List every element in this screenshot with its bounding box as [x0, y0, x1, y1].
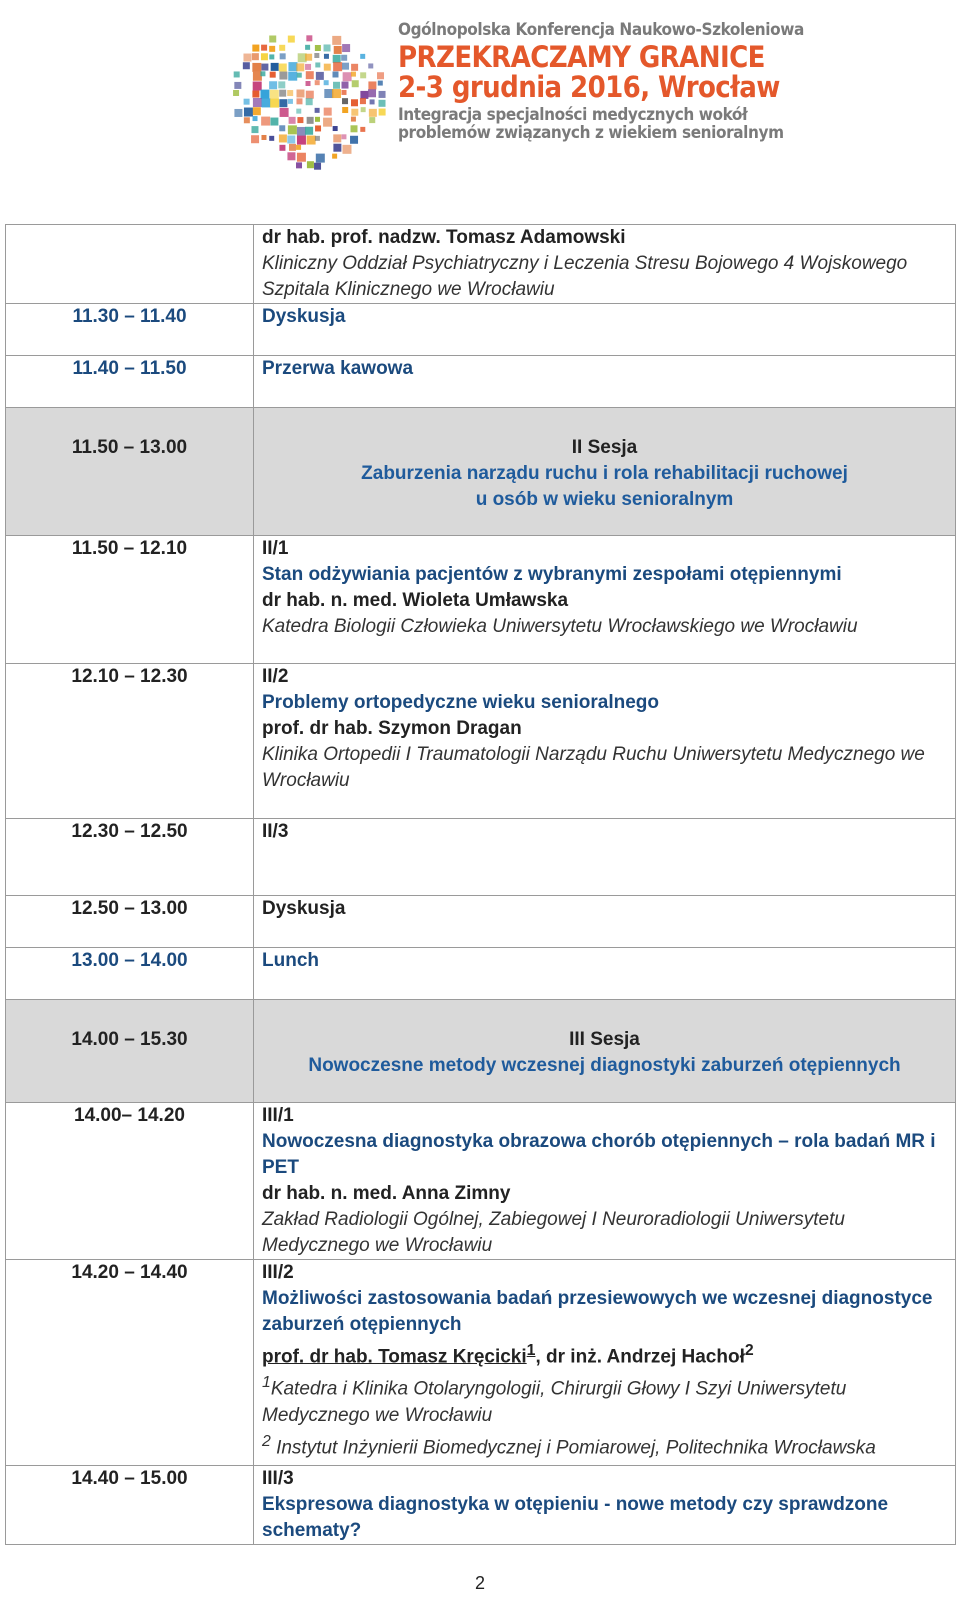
mosaic-tile [297, 73, 302, 78]
mosaic-tile [279, 64, 287, 72]
time-cell: 12.30 – 12.50 [6, 819, 254, 896]
mosaic-tile [287, 152, 295, 160]
mosaic-tile [342, 98, 348, 104]
mosaic-tile [333, 126, 338, 131]
speaker-superscript: 2 [744, 1342, 754, 1359]
mosaic-tile [360, 72, 366, 78]
time-cell: 12.50 – 13.00 [6, 896, 254, 948]
mosaic-tile [342, 44, 350, 52]
mosaic-tile [233, 90, 239, 96]
speaker-name: Wioleta Umławska [402, 590, 569, 611]
agenda-row [6, 819, 956, 896]
mosaic-tile [253, 107, 261, 115]
affiliation [262, 1429, 947, 1461]
mosaic-tile [296, 109, 301, 114]
mosaic-tile [369, 117, 375, 123]
content-cell [254, 536, 956, 664]
logo-wordmark [398, 20, 804, 143]
mosaic-tile [261, 135, 266, 140]
mosaic-tile [280, 53, 286, 59]
mosaic-tile [261, 64, 268, 71]
mosaic-tile [289, 117, 296, 124]
mosaic-tile [269, 46, 275, 52]
time-cell: 14.40 – 15.00 [6, 1466, 254, 1545]
content-cell [254, 1103, 956, 1260]
mosaic-tile [288, 125, 297, 134]
mosaic-tile [333, 134, 341, 142]
mosaic-tile [334, 46, 342, 54]
mosaic-tile [360, 127, 365, 132]
logo-line-1: Ogólnopolska Konferencja Naukowo-Szkoleniowa [398, 20, 804, 40]
mosaic-tile [296, 162, 302, 168]
mosaic-tile [287, 90, 293, 96]
mosaic-tile [253, 98, 262, 107]
mosaic-tile [251, 126, 258, 133]
mosaic-tile [288, 62, 297, 71]
mosaic-tile [270, 118, 278, 126]
time-cell: 14.00 – 15.30 [6, 1000, 254, 1103]
mosaic-tile [368, 89, 376, 97]
session-topic: Zaburzenia narządu ruchu i rola rehabilitacji ruchowej [361, 463, 848, 484]
time-cell: 11.50 – 13.00 [6, 408, 254, 536]
mosaic-tile [370, 99, 375, 104]
agenda-row [6, 948, 956, 1000]
mosaic-tile [315, 117, 320, 122]
agenda-row [6, 896, 956, 948]
mosaic-tile [360, 98, 366, 104]
discussion-label: Dyskusja [254, 896, 956, 948]
time-cell: 13.00 – 14.00 [6, 948, 254, 1000]
talk-code: III/3 [262, 1468, 294, 1489]
affiliation: Klinika Ortopedii I Traumatologii Narządu Ruchu Uniwersytetu Medycznego we Wrocławiu [262, 744, 925, 791]
agenda-table [5, 224, 956, 1545]
mosaic-tile [252, 63, 261, 72]
mosaic-tile [315, 62, 320, 67]
mosaic-tile [269, 136, 274, 141]
mosaic-tile [252, 91, 259, 98]
content-cell [254, 1260, 956, 1466]
mosaic-tile [297, 136, 306, 145]
mosaic-tile [296, 89, 304, 97]
agenda-row [6, 356, 956, 408]
mosaic-tile [324, 54, 329, 59]
mosaic-tile [368, 81, 376, 89]
mosaic-tile [296, 145, 301, 150]
mosaic-tile [297, 117, 303, 123]
agenda-row [6, 225, 956, 304]
mosaic-tile [333, 144, 341, 152]
mosaic-tile [315, 136, 320, 141]
speakers [262, 1338, 947, 1370]
mosaic-tile [333, 82, 340, 89]
talk-title: Ekspresowa diagnostyka w otępieniu - nowe metody czy sprawdzone schematy? [262, 1494, 889, 1541]
time-cell: 11.30 – 11.40 [6, 304, 254, 356]
mosaic-tile [279, 125, 285, 131]
mosaic-tile [306, 35, 312, 41]
talk-code: II/3 [262, 821, 289, 842]
mosaic-tile [332, 89, 341, 98]
mosaic-head-logo [218, 20, 388, 170]
mosaic-tile [379, 91, 386, 98]
mosaic-tile [269, 35, 276, 42]
time-cell: 14.20 – 14.40 [6, 1260, 254, 1466]
time-cell [6, 225, 254, 304]
agenda-row [6, 664, 956, 819]
talk-title: Stan odżywiania pacjentów z wybranymi zespołami otępiennymi [262, 564, 842, 585]
mosaic-tile [306, 81, 311, 86]
mosaic-tile [351, 99, 358, 106]
mosaic-tile [306, 71, 314, 79]
affiliation: Zakład Radiologii Ogólnej, Zabiegowej I Neuroradiologii Uniwersytetu Medycznego we Wrocławiu [262, 1209, 845, 1256]
time-cell: 11.40 – 11.50 [6, 356, 254, 408]
session-row [6, 408, 956, 536]
mosaic-tile [306, 91, 314, 99]
mosaic-tile [315, 125, 321, 131]
mosaic-tile [270, 90, 279, 99]
agenda-row [6, 1103, 956, 1260]
mosaic-tile [351, 64, 358, 71]
mosaic-tile [341, 55, 347, 61]
speaker [262, 588, 947, 614]
mosaic-tile [278, 81, 285, 88]
mosaic-tile [288, 36, 295, 43]
mosaic-tile [324, 64, 331, 71]
mosaic-tile [252, 53, 259, 60]
mosaic-tile [316, 72, 324, 80]
mosaic-tile [342, 63, 349, 70]
mosaic-tile [305, 54, 312, 61]
mosaic-tile [350, 125, 357, 132]
mosaic-tile [378, 81, 383, 86]
speaker-prefix: dr hab. n. med. [262, 1183, 398, 1204]
speaker-name: Szymon Dragan [378, 718, 522, 739]
mosaic-tile [262, 98, 271, 107]
session-cell [254, 1000, 956, 1103]
page-number: 2 [474, 1573, 485, 1593]
speaker: dr hab. prof. nadzw. Tomasz Adamowski [262, 227, 626, 248]
mosaic-tile [352, 80, 359, 87]
mosaic-tile [361, 107, 366, 112]
mosaic-tile [323, 118, 332, 127]
mosaic-tile [297, 153, 306, 162]
mosaic-tile [261, 53, 268, 60]
agenda-row [6, 1466, 956, 1545]
mosaic-tile [279, 90, 286, 97]
speaker-prefix: dr hab. n. med. [262, 590, 398, 611]
mosaic-tile [307, 117, 314, 124]
mosaic-tile [279, 45, 285, 51]
talk-title: Możliwości zastosowania badań przesiewowych we wczesnej diagnostyce zaburzeń otępiennych [262, 1288, 933, 1335]
mosaic-tile [333, 55, 341, 63]
session-row [6, 1000, 956, 1103]
mosaic-tile [260, 71, 265, 76]
mosaic-tile [351, 109, 358, 116]
content-cell [254, 1466, 956, 1545]
mosaic-tile [234, 82, 241, 89]
mosaic-tile [379, 109, 386, 116]
mosaic-tile [351, 72, 356, 77]
mosaic-tile [369, 109, 377, 117]
time-cell: 11.50 – 12.10 [6, 536, 254, 664]
mosaic-tile [270, 72, 276, 78]
mosaic-tile [234, 109, 242, 117]
mosaic-tile [343, 72, 352, 81]
mosaic-tile [307, 161, 314, 168]
mosaic-tile [342, 82, 349, 89]
mosaic-tile [234, 71, 240, 77]
affiliation-text: Katedra i Klinika Otolaryngologii, Chirurgii Głowy I Szyi Uniwersytetu Medycznego we Wrocławiu [262, 1378, 847, 1426]
speaker-name: prof. dr hab. Tomasz Kręcicki [262, 1346, 527, 1368]
mosaic-tile [315, 80, 320, 85]
mosaic-tile [269, 81, 277, 89]
time-cell: 14.00– 14.20 [6, 1103, 254, 1260]
session-cell [254, 408, 956, 536]
speaker-superscript: 1 [526, 1342, 536, 1359]
mosaic-tile [289, 144, 296, 151]
affiliation [262, 1370, 947, 1428]
mosaic-tile [280, 108, 289, 117]
mosaic-tile [314, 53, 319, 58]
mosaic-tile [350, 136, 358, 144]
time-cell: 12.10 – 12.30 [6, 664, 254, 819]
mosaic-tile [379, 100, 386, 107]
mosaic-tile [315, 45, 321, 51]
mosaic-tile [351, 117, 356, 122]
mosaic-tile [243, 54, 251, 62]
mosaic-tile [269, 54, 274, 59]
mosaic-tile [253, 82, 262, 91]
mosaic-tile [260, 90, 269, 99]
speaker [262, 716, 947, 742]
mosaic-tile [251, 135, 259, 143]
speaker-name: dr inż. Andrzej Hachoł [540, 1346, 745, 1368]
mosaic-tile [341, 134, 346, 139]
speaker-name: Anna Zimny [401, 1183, 511, 1204]
speaker-prefix: prof. dr hab. [262, 718, 373, 739]
logo-line-4: Integracja specjalności medycznych wokół [398, 104, 748, 125]
content-cell [254, 819, 956, 896]
mosaic-tile [305, 64, 311, 70]
discussion-label: Dyskusja [254, 304, 956, 356]
mosaic-tile [314, 163, 321, 170]
mosaic-tile [315, 108, 320, 113]
mosaic-tile [324, 44, 331, 51]
mosaic-tile [342, 145, 351, 154]
mosaic-tile [296, 63, 304, 71]
content-cell [254, 664, 956, 819]
mosaic-tile [316, 154, 325, 163]
affiliation-number: 2 [262, 1432, 271, 1450]
talk-code: II/2 [262, 666, 289, 687]
speaker [262, 1181, 947, 1207]
mosaic-tile [287, 136, 295, 144]
session-title: III Sesja [569, 1029, 640, 1050]
speaker-separator: , [535, 1346, 541, 1368]
mosaic-tile [342, 107, 348, 113]
mosaic-tile [288, 99, 293, 104]
mosaic-tile [305, 127, 313, 135]
logo-line-3: 2-3 grudnia 2016, Wrocław [398, 70, 780, 105]
talk-code: II/1 [262, 538, 289, 559]
mosaic-tile [244, 99, 250, 105]
mosaic-tile [324, 80, 329, 85]
mosaic-tile [324, 89, 333, 98]
mosaic-tile [324, 108, 332, 116]
affiliation-text: Instytut Inżynierii Biomedycznej i Pomiarowej, Politechnika Wrocławska [270, 1436, 876, 1458]
mosaic-tile [296, 98, 302, 104]
mosaic-tile [252, 45, 259, 52]
affiliation-number: 1 [262, 1374, 271, 1392]
talk-title: Nowoczesna diagnostyka obrazowa chorób otępiennych – rola badań MR i PET [262, 1131, 936, 1178]
mosaic-tile [332, 71, 338, 77]
mosaic-tile [279, 72, 287, 80]
session-topic: u osób w wieku senioralnym [475, 489, 734, 510]
mosaic-tile [297, 127, 306, 136]
agenda-row [6, 1260, 956, 1466]
conference-header [0, 0, 960, 215]
mosaic-tile [279, 134, 287, 142]
mosaic-tile [306, 98, 313, 105]
mosaic-tile [244, 117, 250, 123]
mosaic-tile [307, 136, 316, 145]
mosaic-tile [377, 72, 384, 79]
mosaic-tile [244, 108, 253, 117]
mosaic-tile [342, 90, 347, 95]
content-cell [254, 225, 956, 304]
coffee-break-label: Przerwa kawowa [254, 356, 956, 408]
affiliation: Kliniczny Oddział Psychiatryczny i Leczenia Stresu Bojowego 4 Wojskowego Szpitala Klinicznego we Wrocławiu [262, 253, 908, 300]
affiliation: Katedra Biologii Człowieka Uniwersytetu Wrocławskiego we Wrocławiu [262, 616, 858, 637]
mosaic-tile [271, 63, 279, 71]
mosaic-tile [360, 91, 368, 99]
talk-code: III/1 [262, 1105, 294, 1126]
lunch-label: Lunch [254, 948, 956, 1000]
agenda-row [6, 536, 956, 664]
mosaic-tile [368, 63, 373, 68]
mosaic-tile [261, 117, 270, 126]
session-title: II Sesja [571, 437, 638, 458]
logo-line-2: PRZEKRACZAMY GRANICE [398, 39, 765, 74]
mosaic-tile [243, 62, 250, 69]
mosaic-tile [279, 145, 285, 151]
mosaic-tile [305, 45, 310, 50]
mosaic-tile [332, 36, 341, 45]
mosaic-tile [288, 72, 297, 81]
agenda-row [6, 304, 956, 356]
mosaic-tile [332, 154, 337, 159]
mosaic-tile [279, 99, 287, 107]
mosaic-tile [333, 62, 342, 71]
talk-title: Problemy ortopedyczne wieku senioralnego [262, 692, 659, 713]
session-topic: Nowoczesne metody wczesnej diagnostyki zaburzeń otępiennych [308, 1055, 901, 1076]
talk-code: III/2 [262, 1262, 294, 1283]
logo-line-5: problemów związanych z wiekiem senioralnym [398, 122, 784, 143]
mosaic-tile [360, 54, 365, 59]
mosaic-tile [253, 116, 258, 121]
mosaic-tile [261, 45, 267, 51]
mosaic-tile [270, 99, 279, 108]
